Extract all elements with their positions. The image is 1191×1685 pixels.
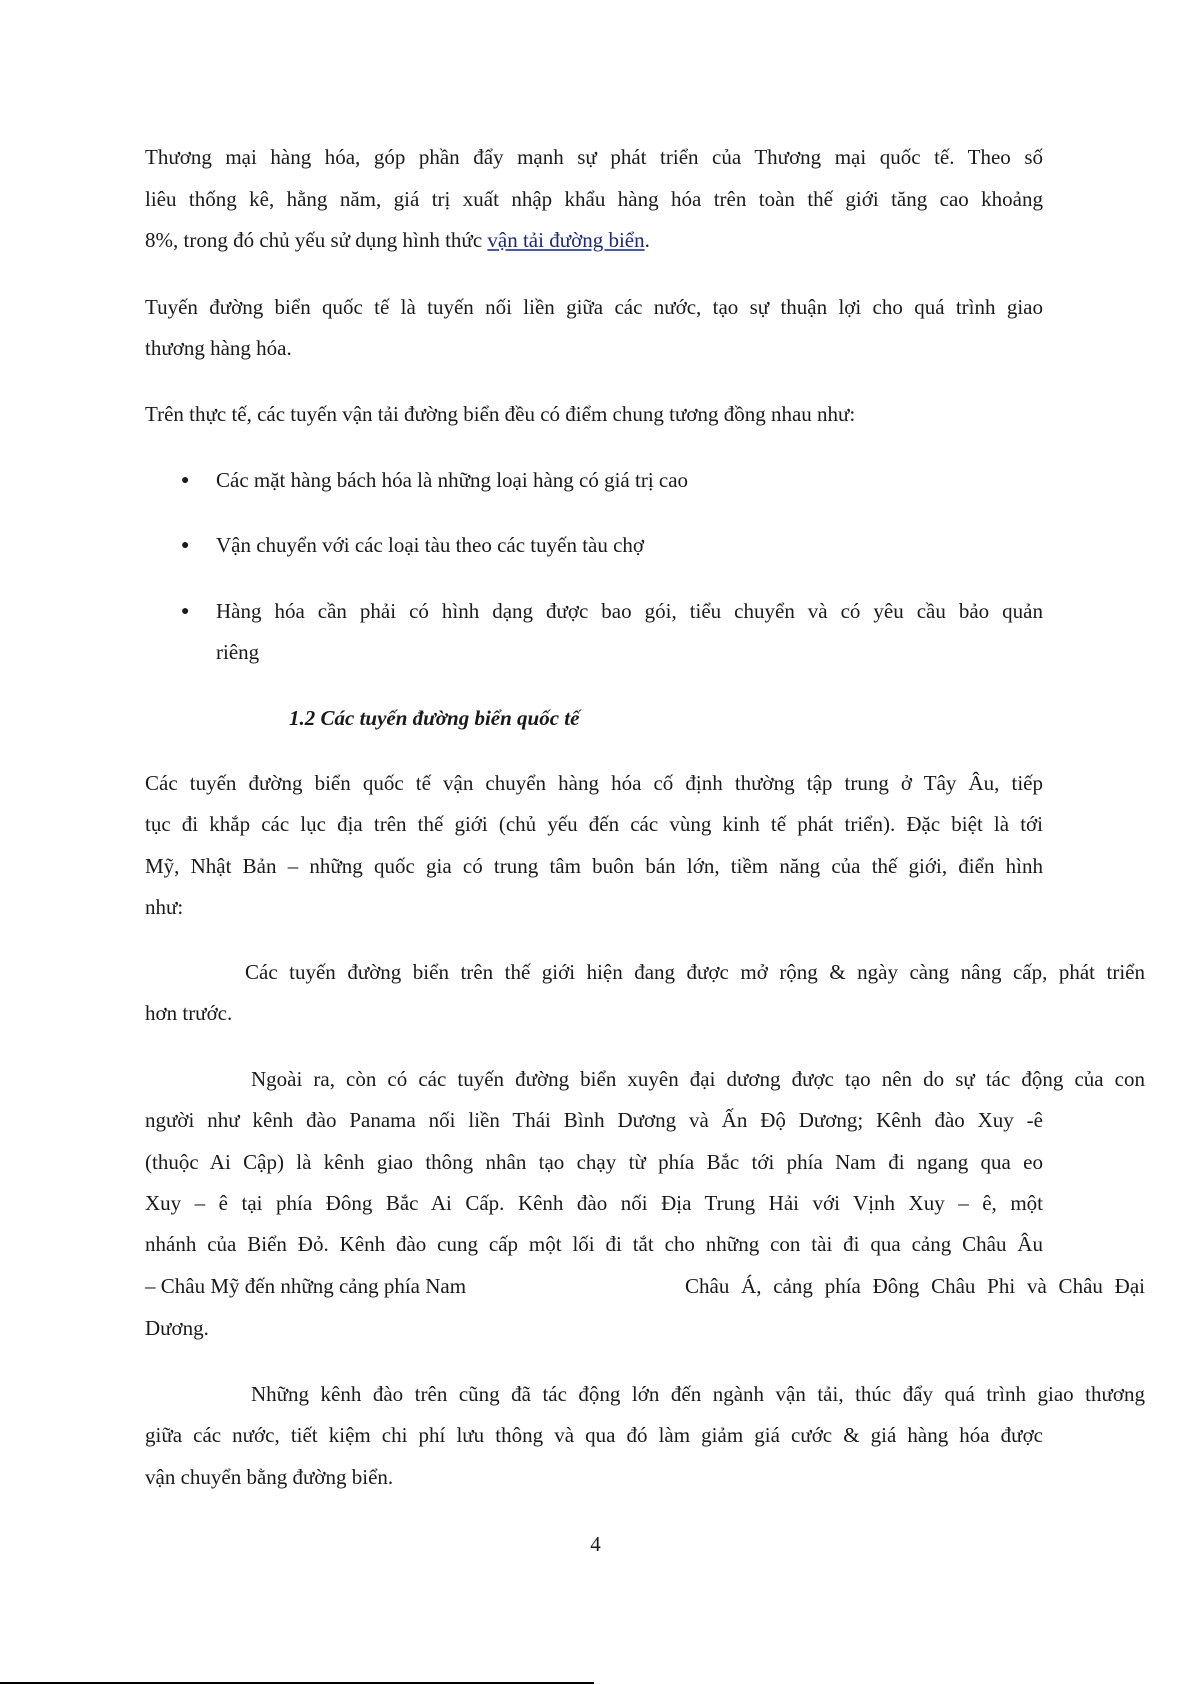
bullet-item-2: Vận chuyển với các loại tàu theo các tuyến tàu chợ xyxy=(216,533,645,557)
paragraph-6-line-5: nhánh của Biển Đỏ. Kênh đào cung cấp một lối đi tắt cho những con tài đi qua cảng Châu Âu xyxy=(145,1232,1043,1256)
paragraph-6-line-1: Ngoài ra, còn có các tuyến đường biển xuyên đại dương được tạo nên do sự tác động của con xyxy=(251,1067,1145,1091)
bullet-item-3-line-2: riêng xyxy=(216,640,260,664)
paragraph-4-line-2: tục đi khắp các lục địa trên thế giới (chủ yếu đến các vùng kinh tế phát triển). Đặc biệt là tới xyxy=(145,812,1043,836)
paragraph-2-line-1: Tuyến đường biển quốc tế là tuyến nối liền giữa các nước, tạo sự thuận lợi cho quá trình giao xyxy=(145,295,1043,319)
sea-transport-link[interactable]: vận tải đường biển xyxy=(487,228,645,252)
paragraph-6-line-3: (thuộc Ai Cập) là kênh giao thông nhân tạo chạy từ phía Bắc tới phía Nam đi ngang qua eo xyxy=(145,1150,1043,1174)
paragraph-4-line-1: Các tuyến đường biển quốc tế vận chuyển hàng hóa cố định thường tập trung ở Tây Âu, tiếp xyxy=(145,771,1043,795)
paragraph-1-line-2: liêu thống kê, hằng năm, giá trị xuất nhập khẩu hàng hóa trên toàn thế giới tăng cao khoảng xyxy=(145,187,1043,211)
footnote-separator xyxy=(0,1682,594,1684)
paragraph-2-line-2: thương hàng hóa. xyxy=(145,336,292,360)
paragraph-6-line-7: Dương. xyxy=(145,1316,209,1340)
paragraph-4-line-4: như: xyxy=(145,895,184,919)
bullet-item-3-line-1: Hàng hóa cần phải có hình dạng được bao gói, tiểu chuyển và có yêu cầu bảo quản xyxy=(216,599,1043,623)
paragraph-5-line-1: Các tuyến đường biển trên thế giới hiện đang được mở rộng & ngày càng nâng cấp, phát triển xyxy=(245,960,1145,984)
paragraph-4-line-3: Mỹ, Nhật Bản – những quốc gia có trung tâm buôn bán lớn, tiềm năng của thế giới, điển hình xyxy=(145,854,1043,878)
paragraph-6-line-2: người như kênh đào Panama nối liền Thái Bình Dương và Ấn Độ Dương; Kênh đào Xuy -ê xyxy=(145,1108,1043,1132)
paragraph-6-line-4: Xuy – ê tại phía Đông Bắc Ai Cấp. Kênh đào nối Địa Trung Hải với Vịnh Xuy – ê, một xyxy=(145,1191,1043,1215)
paragraph-1-line-3-text: 8%, trong đó chủ yếu sử dụng hình thức xyxy=(145,228,488,252)
paragraph-1-line-3-end: . xyxy=(644,228,650,252)
bullet-3-icon: ● xyxy=(181,604,190,619)
paragraph-5-line-2: hơn trước. xyxy=(145,1001,233,1025)
bullet-item-1: Các mặt hàng bách hóa là những loại hàng có giá trị cao xyxy=(216,468,689,492)
paragraph-6-line-6-right: Châu Á, cảng phía Đông Châu Phi và Châu Đại xyxy=(685,1274,1145,1298)
paragraph-3-line-1: Trên thực tế, các tuyến vận tải đường biển đều có điểm chung tương đồng nhau như: xyxy=(145,402,856,426)
paragraph-1-line-1: Thương mại hàng hóa, góp phần đẩy mạnh sự phát triển của Thương mại quốc tế. Theo số xyxy=(145,145,1043,169)
paragraph-7-line-3: vận chuyển bằng đường biển. xyxy=(145,1465,394,1489)
paragraph-6-line-6-left: – Châu Mỹ đến những cảng phía Nam xyxy=(145,1274,467,1298)
bullet-2-icon: ● xyxy=(181,538,190,553)
paragraph-1-line-3 xyxy=(145,227,650,253)
page-number: 4 xyxy=(590,1532,601,1556)
paragraph-7-line-1: Những kênh đào trên cũng đã tác động lớn đến ngành vận tải, thúc đẩy quá trình giao thương xyxy=(251,1382,1145,1406)
section-heading: 1.2 Các tuyến đường biển quốc tế xyxy=(289,706,580,730)
bullet-1-icon: ● xyxy=(181,473,190,488)
paragraph-7-line-2: giữa các nước, tiết kiệm chi phí lưu thông và qua đó làm giảm giá cước & giá hàng hóa được xyxy=(145,1423,1043,1447)
